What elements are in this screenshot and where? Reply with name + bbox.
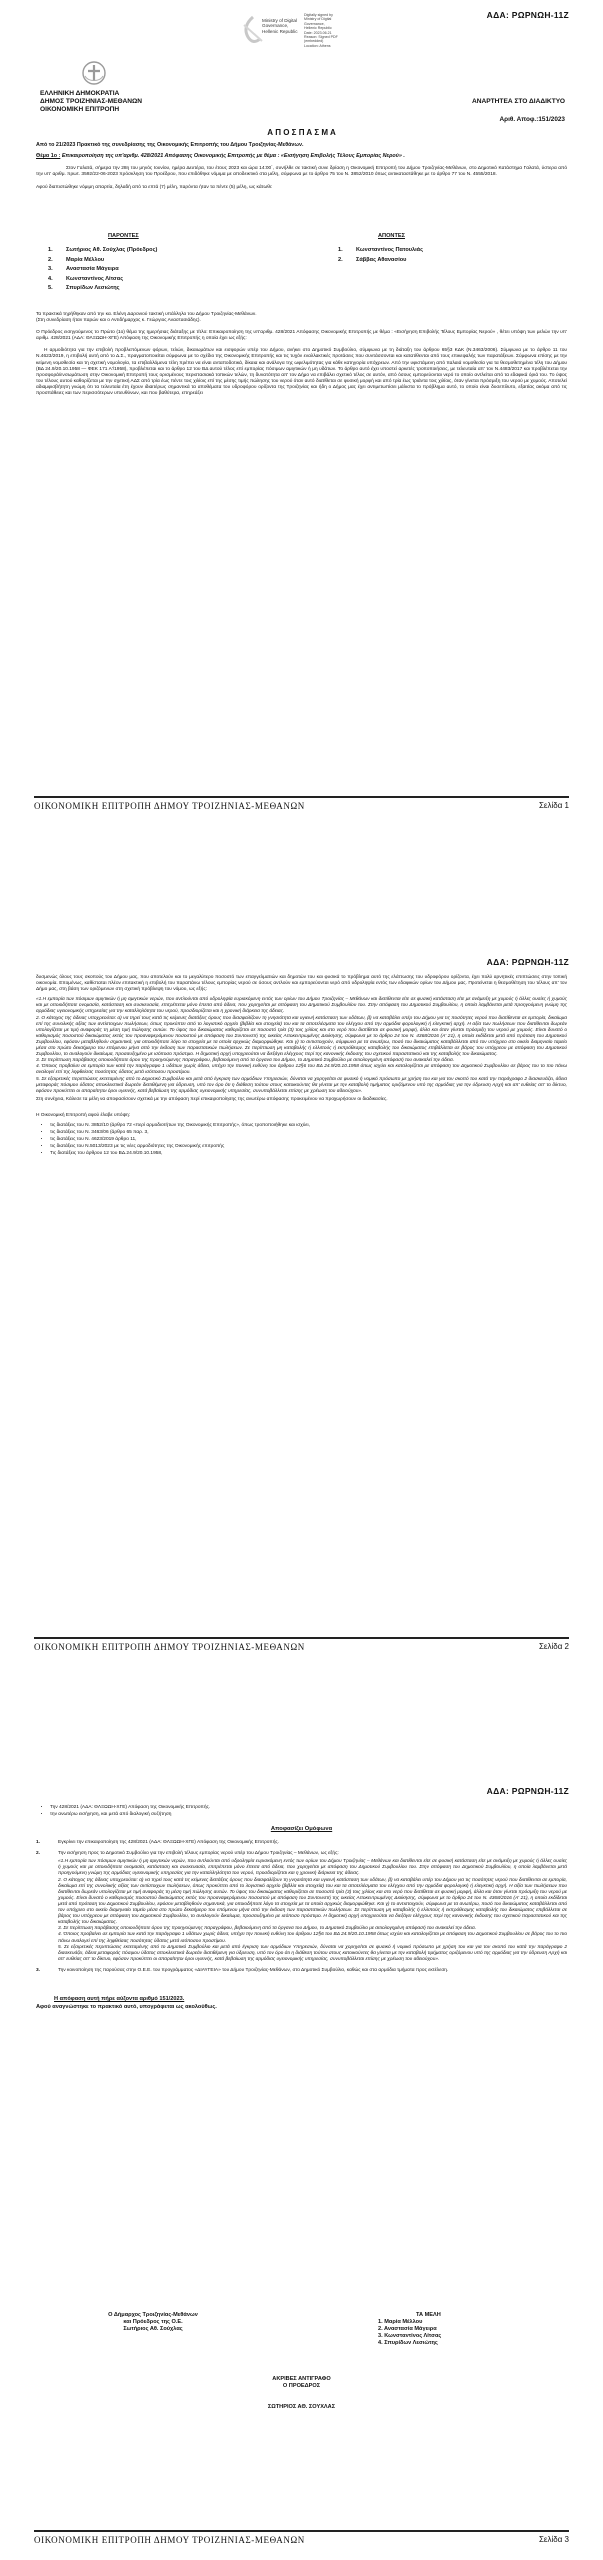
page-number: Σελίδα 2 [538, 1642, 569, 1651]
page-footer [34, 2530, 569, 2545]
hellenic-coat-of-arms-icon [82, 60, 106, 86]
subject-text: Επικαιροποίηση της υπ'αριθμ. 428/2021 Απόφασης Οικονομικής Επιτροπής με θέμα : «Εισήγηση Επιβολής Τέλους Εμπορίας Νερού» . [60, 153, 405, 160]
members-signature-block [378, 2312, 441, 2347]
list-item: 3. Κωνσταντίνος Λίτσας [378, 2333, 442, 2339]
paragraph: Ο Πρόεδρος εισηγούμενος το Πρώτο (1ο) θέμα της ημερήσιας διάταξης με τίτλο: Επικαιροποίηση της υπ'αριθμ. 428/2021 Απόφασης Οικονομικής Επιτροπής με θέμα : «Εισήγηση Επιβολής Τέλους Εμπορίας Νερού» , θέτει υπόψη των μελών την υπ' αριθμ. 428/2021 (ΑΔΑ: ΘΛΞΩΩΗ-ΧΓΕ) Απόφαση της Οικονομικής Επιτροπής η οποία έχει ως εξής: [36, 330, 567, 342]
paragraph: Στη συνέχεια, Κάλεσε τα μέλη να αποφασίσουν σχετικά με την απόφαση περί επικαιροποίησης της ανωτέρω απόφασης προκειμένου να προχωρήσουν οι διαδικασίες. [36, 1096, 388, 1102]
paragraph: δυσμενώς όλους τους σκοπούς του Δήμου μας, που αποτελούν και το μεγαλύτερο ποσοστό των επαγγελματιών και δημοτών του και φυσικά το πρόβλημα αυτό της ελάττωσης του υδροφόρου ορίζοντα, έχει πολύ αρνητικές επιπτώσεις στην τοπική οικονομία. Επομένως, καθίσταται πλέον επιτακτική η επιβολή του παραπάνω τέλους εμπορίας νερού σε όσους αντλούν και εμπορεύονται νερό από υδροληψία εντός των εδαφικών ορίων του Δήμου μας. Προτείνεται η θεσμοθέτηση του τέλους απ' τον Δήμο μας, στη βάση των οριζόμενων στη σχετική πρόβλεψη του νόμου, ως εξής: [36, 975, 567, 993]
absent-label: ΑΠΟΝΤΕΣ [378, 233, 405, 239]
paragraph: Η αρμοδιότητα για την επιβολή προβλεπόμενων φόρων, τελών, δικαιωμάτων και εισφορών υπέρ του Δήμου, ανήκει στο Δημοτικό Συμβούλιο, σύμφωνα με τη διάταξη του άρθρου 65§3 ΚΔΚ (Ν.3463/2006). Σύμφωνα με το άρθρο 11 του Ν.4623/2019, η επιβολή αυτή από το Δ.Σ., πραγματοποιείται σύμφωνα με το σχέδιο της Οικονομικής Επιτροπής και τις τυχόν εναλλακτικές προτάσεις που συντάσσονται και κατατίθενται από τους επικεφαλής των παρατάξεων. Σύμφωνα επίσης με την κείμενη νομοθεσία και τη σχετική νομολογία, τα επιβαλλόμενα τέλη πρέπει να είναι ανταποδοτικά, δίκαια και ανάλογα της ωφελιμότητας για κάθε κατηγορία υπόχρεων. Από την υφιστάμενη από παλαιά νομοθεσία για τα θεσμοθετημένα τέλη του Δήμου (ΒΔ 24.9/20.10.1958 — ΦΕΚ 171 Α'/1958), προβλέπεται και το άρθρο 12 του ΒΔ αυτού τέλος επί εμπορίας πόσιμων αμιγτικών ή μη υδάτων. Το άρθρο αυτό έχει υποστεί αρκετές τροποποιήσεις, με τελευταία απ' τον Ν.4483/2017 και προβλέπεται την προσφορά/ενσωμάτωση στην Οικονομική Επιτροπή τους ορισμένους περιστασιακά τοπικών τελών, τη δυνατότητα απ' τον Δήμο να επιβάλει σχετικό τέλος σε αυτόν, από όσους εμπορεύονται νερό το οποίο αντλείται από τα εδαφικά όριά του. Το ύψος του τέλους αυτού καθορίζεται με την σχετική ΑΔΣ από τρία έως πέντε τοις χιλίοις επί της μέσης τιμής πώλησης του νερού όταν αυτό διατίθεται σε φυσική μορφή και από τρία έως τριάντα τοις χιλίοις, όταν γίνεται πρόσμιξη του νερού με χυμούς. Αποτελεί αδιαμφισβήτητη γνώμη ότι τα τελευταία έτη έχουν ιδιαιτέρως σημαντικά τα αποθέματα του υδροφόρου ορίζοντα της Τροιζηνίας και ήδη ο Δήμος μας έχει αντιμετωπίσει μάλιστα το πρόβλημα αυτό, το οποίο είναι δυσεπίλυτο, εξαιτίας ακόμα από τις προσπάθειες και των περισσότερων υπευθύνων, και που βαθύτερα, επηρεάζει [36, 348, 567, 397]
list-item: • την ανωτέρω εισήγηση, και μετά από διαλογική συζήτηση [50, 1811, 567, 1818]
page-3 [18, 1706, 585, 2560]
list-item: • Την 428/2021 (ΑΔΑ: ΘΛΞΩΩΗ-ΧΓΕ) Απόφαση της Οικονομικής Επιτροπής. [50, 1804, 567, 1811]
list-item: 3. Αναστασία Μάγειρα [48, 266, 119, 272]
regulation-clause: 4. Όποιος προβαίνει σε εμπορία των κατά την παράγραφο 1 υδάτων χωρίς άδεια, υπέχει την ποινική ευθύνη του άρθρου 12§6 του ΒΔ 24.9/20.10.1958 όπως ισχύει και καταλογίζεται με απόφαση του Δημοτικού Συμβουλίου σε βάρος του το πιο πάνω αναλογεί επί της ληφθείσας ποσότητας ύδατος μετά ισόποσου προστίμου. [36, 1064, 567, 1076]
regulation-clause: «1.Η εμπορία των πόσιμων αμιγτικών ή μη αμιγτικών νερών, που αντλούνται από υδροληψία ευρισκόμενη εντός των ορίων του Δήμου Τροιζηνίας – Μεθάνων και διατίθενται είτε σε φυσική κατάσταση είτε με ανάμειξη με χυμούς ή άλλες ουσίες ή χυμούς και με οποιοδήποτε ονομασία, κατάσταση και συσκευασία, επιτρέπεται μόνο έπειτα από άδεια, που χορηγείται με απόφαση του Δημοτικού Συμβουλίου του. Στην απόφαση του Δημοτικού Συμβουλίου, η οποία λαμβάνεται μετά προηγούμενη γνώμη της αρμόδιας υγειονομικής υπηρεσίας για την καταλληλότητα του νερού, προσδιορίζεται και η χρονική διάρκεια της άδειας. [36, 997, 567, 1015]
regulation-clause: 5. Σε εξαιρετικές περιπτώσεις εκτεταμένης από το Δημοτικό Συμβούλιο και μετά από έγκριση των αρμόδιων Υπηρεσιών, δύναται να χορηγείται σε φυσικό ή νομικό πρόσωπο με χρήση του και για τον σκοπό του κατά την παράγραφο 2 διασκευάζει, άδεια μεταφοράς πόσιμου ύδατος αποκλειστικά δωρεάν διατιθέμενη για ύδρευση, υπό τον όρο ότι η διάθεση τούτου στους κατοικούντες θα γίνεται με την καταβολή τιμήματος οριζόμενου υπό της αρμόδιας για την ύδρευση Αρχή και απ' ευθείας απ' το δίκτυο, εφόσον προκύπτει οι απαραίτητοι όροι υγιεινής, κατά βεβαίωση της αρμόδιας υγειονομικής υπηρεσίας, συνυποβάλλεται επίσης με χρέωση του αδειούχου». [58, 1944, 567, 1962]
paragraph: Η Οικονομική Επιτροπή αφού έλαβε υπόψη: [36, 1112, 131, 1118]
proposal-text [36, 1859, 567, 1963]
list-item: 2. Αναστασία Μάγειρα [378, 2326, 437, 2332]
list-item: 2. Σάββας Αθανασίου [338, 256, 407, 263]
list-item: • τις διατάξεις του Ν.5013/2023 με τις νέες αρμοδιότητες της Οικονομικής επιτροπής [50, 1143, 567, 1150]
list-item: 4. Σπυρίδων Λεσιώτης [378, 2340, 438, 2346]
members-label: ΤΑ ΜΕΛΗ [416, 2312, 441, 2318]
considerations-list [36, 1804, 567, 1818]
closing-statement: Αφού αναγνώστηκε το πρακτικό αυτό, υπογράφεται ως ακολούθως. [36, 2004, 217, 2011]
footer-text: ΟΙΚΟΝΟΜΙΚΗ ΕΠΙΤΡΟΠΗ ΔΗΜΟΥ ΤΡΟΙΖΗΝΙΑΣ-ΜΕΘΑΝΩΝ [34, 2535, 305, 2545]
page-3-text [36, 1804, 567, 2010]
subject-label: Θέμα 1ο : [36, 153, 61, 160]
list-item: 1. Μαρία Μέλλου [378, 2319, 423, 2325]
page-2-text [36, 975, 567, 1157]
signature-details: Digitally signed by Ministry of Digital Governance, Hellenic Republic Date: 2023.06.21 Reason: Signed PDF (embedded) Location: Athens [304, 13, 338, 48]
absent-list [338, 246, 423, 265]
quorum-statement: Αφού διαπιστώθηκε νόμιμη απαρτία, δηλαδή από τα επτά (7) μέλη, παρόντα ήταν τα πέντε (5) μέλη, ως κάτωθι: [36, 185, 273, 191]
list-item: • Τις διατάξεις του άρθρου 12 του ΒΔ.24.9/20.10.1958, [50, 1150, 567, 1157]
page-footer [34, 796, 569, 811]
regulation-clause: 2. Ο κάτοχος της άδειας υποχρεούται: α) να τηρεί τους κατά τις κείμενες διατάξεις όρους που διασφαλίζουν τη γνησιότητα και υγιεινή κατάσταση των υδάτων, β) να καταβάλει υπέρ του Δήμου για τις ποσότητες νερού που διατίθενται σε εμπορία, δικαίωμα επί της συνολικής αξίας των αντίστοιχων πωλήσεων, όπως προκύπτει από το λογιστικό αρχείο (βιβλία και στοιχεία) του και τα αποτελέσματα του ελέγχου από την αρμόδια φορολογική ή ελεγκτική αρχή. Η αξία των πωλήσεων που διατίθενται δωρεάν υπολογίζεται με τιμή αναφοράς τη μέση τιμή πώλησης αυτών. Το ύψος του δικαιώματος καθορίζεται σε ποσοστό τρία (3) τοις χιλίοις και στο νερό που διατίθεται σε φυσική μορφή, άλλα και όταν γίνεται πρόσμιξη του νερού με χυμούς. Είναι δυνατό ο καθορισμός ποσοστού δικαιώματος εκτός του προαναφερόμενου ποσοστού με απόφαση του Συντονιστή της οικείας Αποκεντρωμένης Διοίκησης, σύμφωνα με το άρθρο 24 του Ν. 4368/2016 (Α' 21), η οποία εκδίδεται μετά από πρόταση του Δημοτικού Συμβουλίου, εφόσον μεταβληθούν σημαντικά, για οποιοδήποτε λόγο τα στοιχεία με τα οποία αρχικώς διαμορφώθηκε. Και γ) το αντιστοιχούν, σύμφωνα με τα ανωτέρω, ποσό του δικαιώματος καταβάλλεται από τον υπόχρεο στο οικείο διαμηνιαίο ταμείο μέσα στο πρώτο δεκαήμερο του επόμενου μήνα από την έκδοση των παραστατικών πωλήσεων. Σε περίπτωση μη καταβολής ή ελλιπούς ή εκπρόθεσμης καταβολής του δικαιώματος επιβάλλεται σε βάρος του υπόχρεου με απόφαση του Δημοτικού Συμβουλίου, το αναλογούν δικαίωμα, προσαυξημένο με ισόποσο πρόστιμο. Η δημοτική αρχή υποχρεούται να διεξάγει ελέγχους περί της κανονικής έκδοσης του σχετικού παραστατικού και της καταβολής του δικαιώματος. [58, 1877, 567, 1926]
list-item: 2. Μαρία Μέλλου [48, 256, 105, 263]
regulation-clause: 3. Σε περίπτωση παράβασης οποιουδήποτε όρου της προηγούμενης παραγράφου, βεβαιούμενη από τα όργανα του Δήμου, το Δημοτικό Συμβούλιο με αιτιολογημένη απόφασή του ανακαλεί την άδεια. [58, 1926, 477, 1932]
page-1-text [36, 312, 567, 397]
page-1-body [36, 142, 567, 191]
decision-heading: Αποφασίζει Ομόφωνα [270, 1826, 333, 1832]
regulation-clause: 4. Όποιος προβαίνει σε εμπορία των κατά την παράγραφο 1 υδάτων χωρίς άδεια, υπέχει την ποινική ευθύνη του άρθρου 12§6 του ΒΔ 24.9/20.10.1958 όπως ισχύει και καταλογίζεται με απόφαση του Δημοτικού Συμβουλίου σε βάρος του το πιο πάνω αναλογεί επί της ληφθείσας ποσότητας ύδατος μετά ισόποσου προστίμου. [58, 1932, 567, 1944]
regulation-clause: 3. Σε περίπτωση παράβασης οποιουδήποτε όρου της προηγούμενης παραγράφου, βεβαιούμενη από τα όργανα του Δήμου, το Δημοτικό Συμβούλιο με αιτιολογημένη απόφασή του ανακαλεί την άδεια. [36, 1058, 455, 1064]
considerations-list [36, 1122, 567, 1157]
intro-paragraph: Στον Γαλατά, σήμερα την 28η του μηνός Ιουνίου, ημέρα Δευτέρα, του έτους 2023 και ώρα 14:00΄, συνήλθε σε τακτική συνε δρίαση η Οικονομική Επιτροπή του Δήμου Τροιζηνίας-Μεθάνων, στο Δημοτικό Κατάστημα Γαλατά, ύστερα από την υπ' αριθμ. πρωτ. 3592/22-06-2023 πρόσκληση του Προέδρου, που επιδόθηκε νόμιμα με αποδεικτικό στα μέλη, σύμφωνα με το άρθρο 75 του Ν. 3852/2010 όπως αντικαταστάθηκε με το άρθρο 77 του Ν. 4555/2018. [36, 166, 567, 178]
minutes-line: Από το 21/2023 Πρακτικό της συνεδρίασης της Οικονομικής Επιτροπής του Δήμου Τροιζηνίας-Μεθάνων. [36, 142, 304, 148]
paragraph: (Στη συνεδρίαση ήταν παρών και ο Αντιδήμαρχος κ. Γεώργιος Αναστασιάδης). [36, 318, 201, 324]
regulation-clause: «1.Η εμπορία των πόσιμων αμιγτικών ή μη αμιγτικών νερών, που αντλούνται από υδροληψία ευρισκόμενη εντός των ορίων του Δήμου Τροιζηνίας – Μεθάνων και διατίθενται είτε σε φυσική κατάσταση είτε με ανάμειξη με χυμούς ή άλλες ουσίες ή χυμούς και με οποιοδήποτε ονομασία, κατάσταση και συσκευασία, επιτρέπεται μόνο έπειτα από άδεια, που χορηγείται με απόφαση του Δημοτικού Συμβουλίου του. Στην απόφαση του Δημοτικού Συμβουλίου, η οποία λαμβάνεται μετά προηγούμενη γνώμη της αρμόδιας υγειονομικής υπηρεσίας για την καταλληλότητα του νερού, προσδιορίζεται και η χρονική διάρκεια της άδειας. [58, 1859, 567, 1877]
certified-copy-block: ΑΚΡΙΒΕΣ ΑΝΤΙΓΡΑΦΟ Ο ΠΡΟΕΔΡΟΣ ΣΩΤΗΡΙΟΣ ΑΘ. ΣΟΥΧΛΑΣ [18, 2376, 585, 2411]
closing-number: Η απόφαση αυτή πήρε αύξοντα αριθμό 151/2023. [54, 1995, 185, 2002]
page-footer [34, 1637, 569, 1652]
list-item: 1. Κωνσταντίνος Πατουλιάς [338, 247, 424, 253]
list-item: • τις διατάξεις του Ν. 3852/10 (άρθρο 72 «περί αρμοδιοτήτων της Οικονομικής Επιτροπής», όπως τροποποιήθηκε και ισχύει, [50, 1122, 567, 1129]
paragraph: Τα πρακτικά τηρήθηκαν από την κα. Ελένη Δαρονιού τακτική υπάλληλο του Δήμου Τροιζηνίας-Μεθάνων. [36, 312, 257, 317]
ada-code: ΑΔΑ: ΡΩΡΝΩΗ-11Ζ [486, 1786, 569, 1796]
decision-item: 3. Την κοινοποίηση της παρούσας στην Ο.Ε.Ε. του προγράμματος «ΔΙΑΥΓΕΙΑ» του Δήμου Τροιζηνίας-Μεθάνων, στο Δημοτικό Συμβούλιο, καθώς και στα αρμόδια τμήματα προς εκτέλεση. [36, 1967, 449, 1973]
footer-text: ΟΙΚΟΝΟΜΙΚΗ ΕΠΙΤΡΟΠΗ ΔΗΜΟΥ ΤΡΟΙΖΗΝΙΑΣ-ΜΕΘΑΝΩΝ [34, 1642, 305, 1652]
subject-heading [36, 153, 567, 159]
posted-notice: ΑΝΑΡΤΗΤΕΑ ΣΤΟ ΔΙΑΔΙΚΤΥΟ [471, 98, 565, 105]
list-item: 4. Κωνσταντίνος Λίτσας [48, 275, 124, 282]
chair-signature-block: Ο Δήμαρχος Τροιζηνίας-Μεθάνων και Πρόεδρος της Ο.Ε. Σωτήριος Αθ. Σούχλας [108, 2312, 198, 2332]
footer-text: ΟΙΚΟΝΟΜΙΚΗ ΕΠΙΤΡΟΠΗ ΔΗΜΟΥ ΤΡΟΙΖΗΝΙΑΣ-ΜΕΘΑΝΩΝ [34, 801, 305, 811]
decision-item: 2. Την εισήγηση προς το Δημοτικό Συμβούλιο για την επιβολή τέλους εμπορίας νερού υπέρ του Δήμου Τροιζηνίας – Μεθάνων, ως εξής: [36, 1851, 339, 1857]
page-1 [18, 0, 585, 853]
decision-item: 1. Εγκρίνει την επικαιροποίηση της 428/2021 (ΑΔΑ: ΘΛΞΩΩΗ-ΧΓΕ) Απόφαση της Οικονομικής Επιτροπής. [36, 1840, 280, 1846]
ada-code: ΑΔΑ: ΡΩΡΝΩΗ-11Ζ [486, 957, 569, 967]
certified-name: ΣΩΤΗΡΙΟΣ ΑΘ. ΣΟΥΧΛΑΣ [267, 2404, 336, 2410]
document-title: Α Π Ο Σ Π Α Σ Μ Α [267, 128, 336, 137]
page-2 [18, 853, 585, 1706]
regulation-clause: 2. Ο κάτοχος της άδειας υποχρεούται: α) να τηρεί τους κατά τις κείμενες διατάξεις όρους που διασφαλίζουν τη γνησιότητα και υγιεινή κατάσταση των υδάτων, β) να καταβάλει υπέρ του Δήμου για τις ποσότητες νερού που διατίθενται σε εμπορία, δικαίωμα επί της συνολικής αξίας των αντίστοιχων πωλήσεων, όπως προκύπτει από το λογιστικό αρχείο (βιβλία και στοιχεία) του και τα αποτελέσματα του ελέγχου από την αρμόδια φορολογική ή ελεγκτική αρχή. Η αξία των πωλήσεων που διατίθενται δωρεάν υπολογίζεται με τιμή αναφοράς τη μέση τιμή πώλησης αυτών. Το ύψος του δικαιώματος καθορίζεται σε ποσοστό τρία (3) τοις χιλίοις και στο νερό που διατίθεται σε φυσική μορφή, άλλα και όταν γίνεται πρόσμιξη του νερού με χυμούς. Είναι δυνατό ο καθορισμός ποσοστού δικαιώματος εκτός του προαναφερόμενου ποσοστού με απόφαση του Συντονιστή της οικείας Αποκεντρωμένης Διοίκησης, σύμφωνα με το άρθρο 24 του Ν. 4368/2016 (Α' 21), η οποία εκδίδεται μετά από πρόταση του Δημοτικού Συμβουλίου, εφόσον μεταβληθούν σημαντικά, για οποιοδήποτε λόγο τα στοιχεία με τα οποία αρχικώς διαμορφώθηκε. Και γ) το αντιστοιχούν, σύμφωνα με τα ανωτέρω, ποσό του δικαιώματος καταβάλλεται από τον υπόχρεο στο οικείο διαμηνιαίο ταμείο μέσα στο πρώτο δεκαήμερο του επόμενου μήνα από την έκδοση των παραστατικών πωλήσεων. Σε περίπτωση μη καταβολής ή ελλιπούς ή εκπρόθεσμης καταβολής του δικαιώματος επιβάλλεται σε βάρος του υπόχρεου με απόφαση του Δημοτικού Συμβουλίου, το αναλογούν δικαίωμα, προσαυξημένο με ισόποσο πρόστιμο. Η δημοτική αρχή υποχρεούται να διεξάγει ελέγχους περί της κανονικής έκδοσης του σχετικού παραστατικού και της καταβολής του δικαιώματος. [36, 1015, 567, 1058]
list-item: 1. Σωτήριος Αθ. Σούχλας (Πρόεδρος) [48, 247, 158, 253]
regulation-clause: 5. Σε εξαιρετικές περιπτώσεις εκτεταμένης από το Δημοτικό Συμβούλιο και μετά από έγκριση των αρμόδιων Υπηρεσιών, δύναται να χορηγείται σε φυσικό ή νομικό πρόσωπο με χρήση του και για τον σκοπό του κατά την παράγραφο 2 διασκευάζει, άδεια μεταφοράς πόσιμου ύδατος αποκλειστικά δωρεάν διατιθέμενη για ύδρευση, υπό τον όρο ότι η διάθεση τούτου στους κατοικούντες θα γίνεται με την καταβολή τιμήματος οριζόμενου υπό της αρμόδιας για την ύδρευση Αρχή και απ' ευθείας απ' το δίκτυο, εφόσον προκύπτει οι απαραίτητοι όροι υγιεινής, κατά βεβαίωση της αρμόδιας υγειονομικής υπηρεσίας, συνυποβάλλεται επίσης με χρέωση του αδειούχου». [36, 1076, 567, 1094]
signature-issuer: Ministry of Digital Governance, Hellenic Republic [262, 18, 298, 34]
page-number: Σελίδα 1 [538, 801, 569, 810]
organization-block: ΕΛΛΗΝΙΚΗ ΔΗΜΟΚΡΑΤΙΑ ΔΗΜΟΣ ΤΡΟΙΖΗΝΙΑΣ-ΜΕΘΑΝΩΝ ΟΙΚΟΝΟΜΙΚΗ ΕΠΙΤΡΟΠΗ [40, 90, 143, 113]
digital-signature [240, 12, 360, 56]
ada-code: ΑΔΑ: ΡΩΡΝΩΗ-11Ζ [486, 10, 569, 20]
page-number: Σελίδα 3 [538, 2535, 569, 2544]
list-item: • τις διατάξεις του Ν. 3463/06 (άρθρο 65 παρ. 3, [50, 1129, 567, 1136]
present-list [48, 246, 157, 294]
present-label: ΠΑΡΟΝΤΕΣ [108, 233, 139, 239]
decision-number: Αριθ. Αποφ.:151/2023 [499, 116, 565, 123]
list-item: • τις διατάξεις του Ν. 4623/2019 άρθρο 11, [50, 1136, 567, 1143]
list-item: 5. Σπυρίδων Λεσιώτης [48, 285, 120, 291]
